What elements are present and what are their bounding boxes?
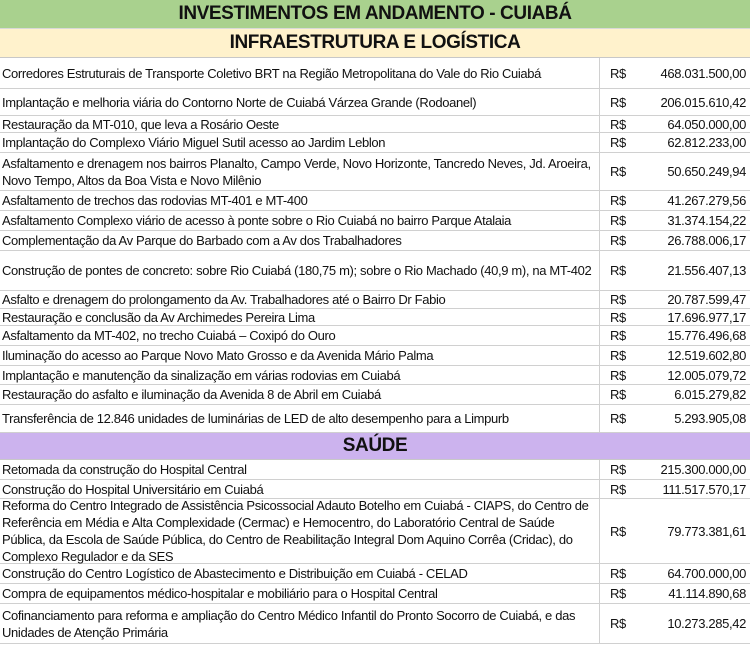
- table-row: [0, 604, 750, 644]
- table-row: [0, 116, 750, 133]
- row-currency: R$: [610, 462, 626, 477]
- sheet-title: INVESTIMENTOS EM ANDAMENTO - CUIABÁ: [0, 0, 750, 29]
- row-value: 64.700.000,00: [667, 566, 746, 581]
- row-currency: R$: [610, 263, 626, 278]
- row-value: 79.773.381,61: [667, 523, 746, 539]
- row-currency: R$: [610, 116, 626, 132]
- row-description: Construção de pontes de concreto: sobre Rio Cuiabá (180,75 m); sobre o Rio Machado (40,9 m), na MT-402: [0, 251, 600, 290]
- row-value: 468.031.500,00: [660, 65, 746, 81]
- row-value: 41.267.279,56: [667, 193, 746, 208]
- table-row: [0, 58, 750, 89]
- row-value: 111.517.570,17: [662, 481, 746, 497]
- row-value: 215.300.000,00: [660, 462, 746, 477]
- row-description: Asfaltamento da MT-402, no trecho Cuiabá – Coxipó do Ouro: [0, 326, 600, 345]
- row-description: Asfaltamento de trechos das rodovias MT-401 e MT-400: [0, 191, 600, 210]
- row-currency: R$: [610, 367, 626, 383]
- row-currency: R$: [610, 309, 626, 325]
- table-row: [0, 385, 750, 405]
- table-row: [0, 133, 750, 153]
- row-value: 10.273.285,42: [667, 616, 746, 631]
- row-currency: R$: [610, 616, 626, 631]
- row-description: Restauração do asfalto e iluminação da Avenida 8 de Abril em Cuiabá: [0, 385, 600, 404]
- table-row: [0, 231, 750, 251]
- row-description: Restauração e conclusão da Av Archimedes Pereira Lima: [0, 309, 600, 325]
- row-description: Asfaltamento e drenagem nos bairros Planalto, Campo Verde, Novo Horizonte, Tancredo Neves, Jd. Aroeira, Novo Tempo, Altos da Boa Vista e Novo Milênio: [0, 153, 600, 190]
- table-row: [0, 366, 750, 385]
- row-currency: R$: [610, 586, 626, 601]
- row-description: Transferência de 12.846 unidades de luminárias de LED de alto desempenho para a Limpurb: [0, 405, 600, 432]
- row-value: 15.776.496,68: [667, 328, 746, 343]
- row-value: 31.374.154,22: [667, 213, 746, 228]
- row-currency: R$: [610, 566, 626, 581]
- table-row: [0, 460, 750, 480]
- table-row: [0, 499, 750, 564]
- row-value: 62.812.233,00: [667, 135, 746, 150]
- table-row: [0, 251, 750, 291]
- row-value: 12.005.079,72: [667, 367, 746, 383]
- row-description: Implantação e melhoria viária do Contorno Norte de Cuiabá Várzea Grande (Rodoanel): [0, 89, 600, 115]
- table-row: [0, 405, 750, 433]
- row-value: 6.015.279,82: [674, 387, 746, 402]
- table-row: [0, 346, 750, 366]
- row-value: 41.114.890,68: [668, 586, 746, 601]
- row-description: Cofinanciamento para reforma e ampliação do Centro Médico Infantil do Pronto Socorro de Cuiabá, e das Unidades de Atenção Primária: [0, 604, 600, 643]
- row-value: 26.788.006,17: [667, 233, 746, 248]
- table-row: [0, 326, 750, 346]
- row-value: 20.787.599,47: [667, 292, 746, 307]
- row-currency: R$: [610, 523, 626, 539]
- row-currency: R$: [610, 164, 626, 179]
- table-row: [0, 309, 750, 326]
- row-currency: R$: [610, 411, 626, 426]
- row-currency: R$: [610, 135, 626, 150]
- section-infrastructure: [0, 29, 750, 433]
- table-row: [0, 584, 750, 604]
- row-currency: R$: [610, 65, 626, 81]
- row-value: 5.293.905,08: [674, 411, 746, 426]
- table-row: [0, 211, 750, 231]
- row-description: Retomada da construção do Hospital Central: [0, 460, 600, 479]
- section-rows: [0, 58, 750, 433]
- table-row: [0, 191, 750, 211]
- table-row: [0, 291, 750, 309]
- row-currency: R$: [610, 233, 626, 248]
- row-description: Construção do Centro Logístico de Abastecimento e Distribuição em Cuiabá - CELAD: [0, 564, 600, 583]
- row-currency: R$: [610, 213, 626, 228]
- section-header: INFRAESTRUTURA E LOGÍSTICA: [0, 29, 750, 58]
- row-description: Implantação e manutenção da sinalização em várias rodovias em Cuiabá: [0, 366, 600, 384]
- row-value: 21.556.407,13: [667, 263, 746, 278]
- table-row: [0, 153, 750, 191]
- table-row: [0, 564, 750, 584]
- row-currency: R$: [610, 348, 626, 363]
- row-description: Corredores Estruturais de Transporte Coletivo BRT na Região Metropolitana do Vale do Rio Cuiabá: [0, 58, 600, 88]
- row-value: 64.050.000,00: [667, 116, 746, 132]
- row-description: Reforma do Centro Integrado de Assistência Psicossocial Adauto Botelho em Cuiabá - CIAPS, do Centro de Referência em Média e Alta Complexidade (Cermac) e Hemocentro, do Laboratório Central de Saúde Pública, da Escola de Saúde Pública, do Centro de Reabilitação Integral Dom Aquino Corrêa (Cridac), do Complexo Regulador e da SES: [0, 499, 600, 563]
- row-currency: R$: [610, 94, 626, 110]
- row-description: Restauração da MT-010, que leva a Rosário Oeste: [0, 116, 600, 132]
- row-currency: R$: [610, 387, 626, 402]
- section-health: [0, 433, 750, 644]
- row-value: 17.696.977,17: [667, 309, 746, 325]
- row-description: Iluminação do acesso ao Parque Novo Mato Grosso e da Avenida Mário Palma: [0, 346, 600, 365]
- row-description: Construção do Hospital Universitário em Cuiabá: [0, 480, 600, 498]
- row-description: Asfaltamento Complexo viário de acesso à ponte sobre o Rio Cuiabá no bairro Parque Atalaia: [0, 211, 600, 230]
- section-rows: [0, 460, 750, 644]
- row-value: 12.519.602,80: [667, 348, 746, 363]
- section-header: SAÚDE: [0, 433, 750, 460]
- row-currency: R$: [610, 328, 626, 343]
- row-currency: R$: [610, 481, 626, 497]
- row-value: 50.650.249,94: [667, 164, 746, 179]
- row-value: 206.015.610,42: [660, 94, 746, 110]
- row-currency: R$: [610, 193, 626, 208]
- row-description: Complementação da Av Parque do Barbado com a Av dos Trabalhadores: [0, 231, 600, 250]
- row-currency: R$: [610, 292, 626, 307]
- table-row: [0, 89, 750, 116]
- row-description: Asfalto e drenagem do prolongamento da Av. Trabalhadores até o Bairro Dr Fabio: [0, 291, 600, 308]
- row-description: Implantação do Complexo Viário Miguel Sutil acesso ao Jardim Leblon: [0, 133, 600, 152]
- row-description: Compra de equipamentos médico-hospitalar e mobiliário para o Hospital Central: [0, 584, 600, 603]
